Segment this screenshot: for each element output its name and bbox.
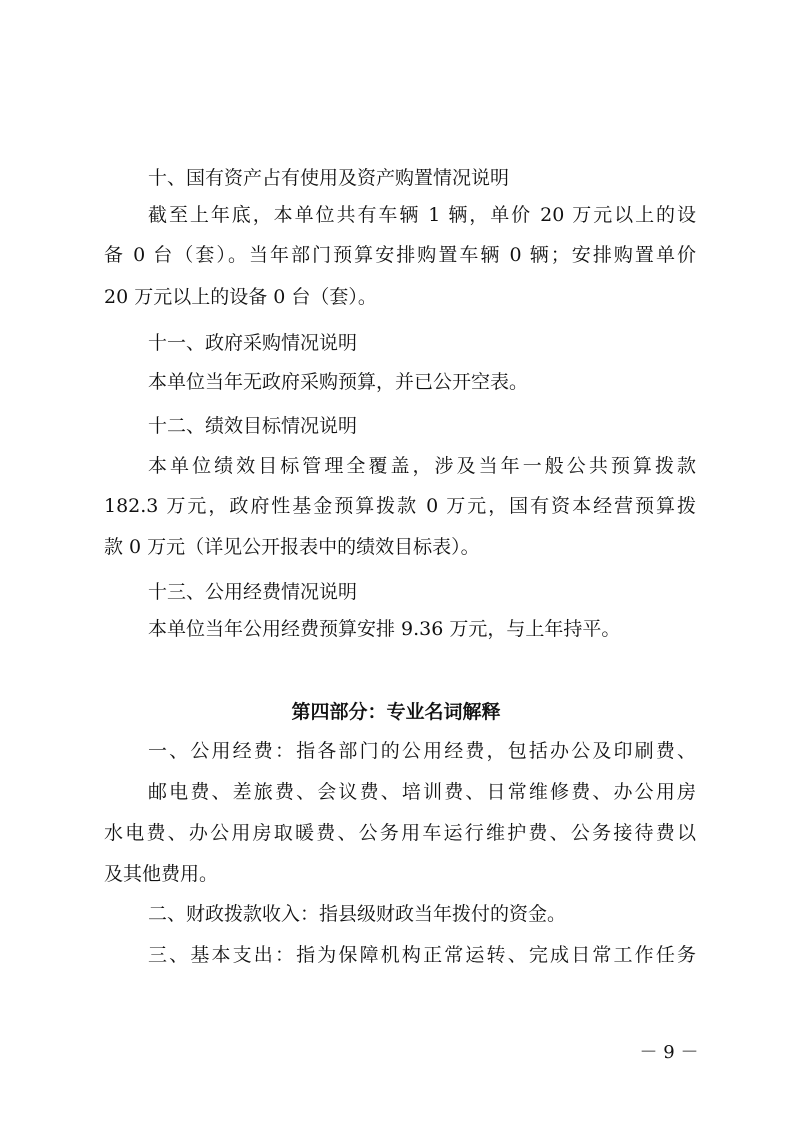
section-12-line-1: 本单位绩效目标管理全覆盖，涉及当年一般公共预算拨款 bbox=[148, 455, 696, 477]
section-10-line-1: 截至上年底，本单位共有车辆 1 辆，单价 20 万元以上的设 bbox=[148, 204, 696, 226]
part-4-line-6: 三、基本支出：指为保障机构正常运转、完成日常工作任务 bbox=[148, 944, 696, 966]
section-13-heading: 十三、公用经费情况说明 bbox=[148, 581, 358, 603]
section-10-line-2: 备 0 台（套）。当年部门预算安排购置车辆 0 辆；安排购置单价 bbox=[104, 244, 696, 266]
part-4-line-1: 一、公用经费：指各部门的公用经费，包括办公及印刷费、 bbox=[148, 740, 696, 762]
part-4-line-3: 水电费、办公用房取暖费、公务用车运行维护费、公务接待费以 bbox=[104, 822, 696, 844]
part-4-line-2: 邮电费、差旅费、会议费、培训费、日常维修费、办公用房 bbox=[148, 781, 696, 803]
section-11-heading: 十一、政府采购情况说明 bbox=[148, 332, 358, 354]
section-10-line-3: 20 万元以上的设备 0 台（套）。 bbox=[104, 286, 377, 308]
section-10-heading: 十、国有资产占有使用及资产购置情况说明 bbox=[148, 167, 510, 189]
section-12-line-2: 182.3 万元，政府性基金预算拨款 0 万元，国有资本经营预算拨 bbox=[104, 495, 696, 517]
section-12-heading: 十二、绩效目标情况说明 bbox=[148, 415, 358, 437]
part-4-title: 第四部分：专业名词解释 bbox=[291, 701, 501, 723]
page-number: － 9 － bbox=[639, 1042, 699, 1063]
part-4-line-5: 二、财政拨款收入：指县级财政当年拨付的资金。 bbox=[148, 903, 567, 925]
part-4-line-4: 及其他费用。 bbox=[104, 863, 219, 885]
section-13-line-1: 本单位当年公用经费预算安排 9.36 万元，与上年持平。 bbox=[148, 618, 621, 640]
section-12-line-3: 款 0 万元（详见公开报表中的绩效目标表）。 bbox=[104, 536, 480, 558]
section-11-line-1: 本单位当年无政府采购预算，并已公开空表。 bbox=[148, 371, 529, 393]
